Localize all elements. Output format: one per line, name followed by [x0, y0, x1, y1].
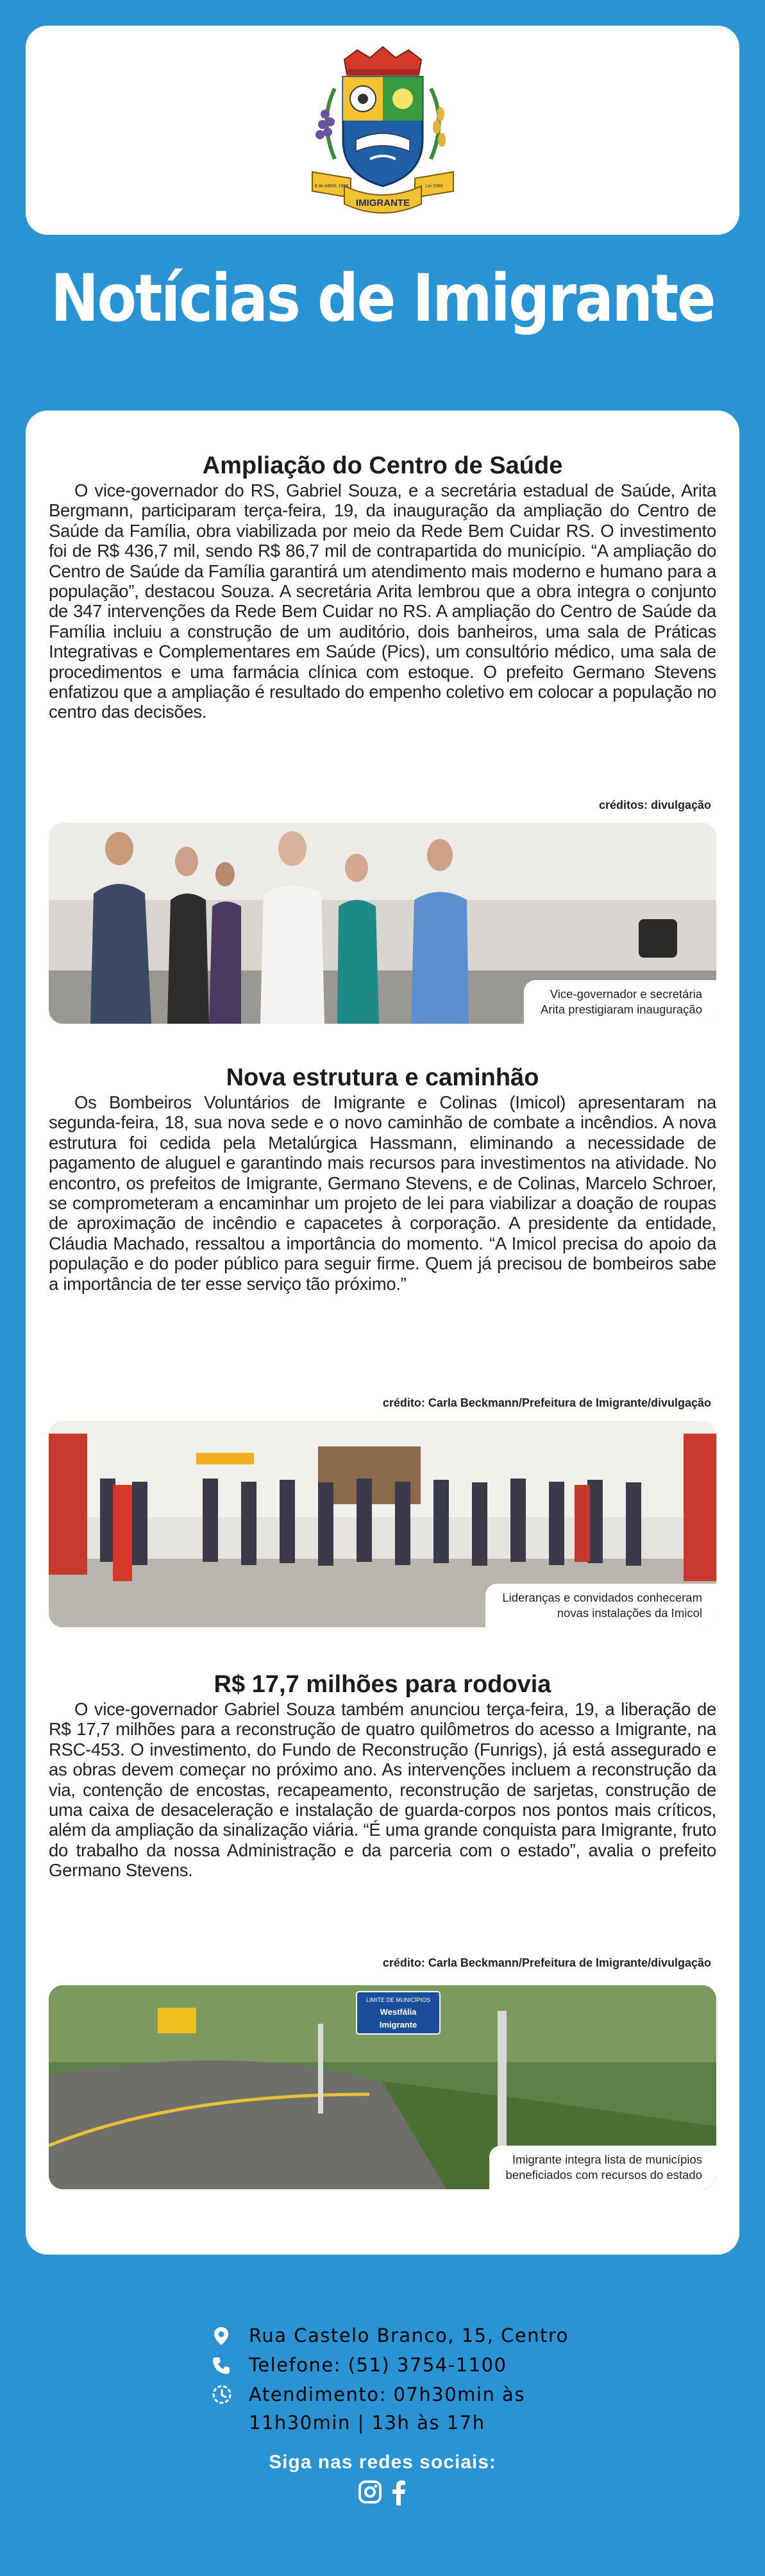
photo-credit: créditos: divulgação	[598, 799, 711, 811]
article-health-center	[49, 451, 716, 722]
footer-hours: Atendimento: 07h30min às	[249, 2384, 525, 2405]
photo-credit: crédito: Carla Beckmann/Prefeitura de Imigrante/divulgação	[382, 1956, 711, 1969]
city-coat-of-arms-logo	[299, 44, 466, 217]
article-road-investment	[49, 1670, 716, 1881]
caption-line: Lideranças e convidados conheceram	[502, 1591, 702, 1604]
facebook-icon[interactable]	[391, 2480, 407, 2505]
footer-address: Rua Castelo Branco, 15, Centro	[249, 2325, 569, 2346]
article-body: Os Bombeiros Voluntários de Imigrante e Colinas (Imicol) apresentaram na segunda-feira, 18, sua nova sede e o novo caminhão de combate a incêndios. A nova estrutura foi cedida pela Metalúrgica Hassmann, eliminando a necessidade de pagamento de aluguel e garantindo mais recursos para investimentos na atividade. No encontro, os prefeitos de Imigrante, Germano Stevens, e de Colinas, Marcelo Schroer, se comprometeram a encaminhar um projeto de lei para viabilizar a doação de roupas de aproximação de incêndio e capacetes à corporação. A presidente da entidade, Cláudia Machado, ressaltou a importância do momento. “A Imicol precisa do apoio da população e do poder público para seguir firme. Quem já precisou de bombeiros sabe a importância de ter esse serviço tão próximo.”	[49, 1092, 716, 1294]
instagram-icon[interactable]	[358, 2480, 382, 2504]
photo-caption	[485, 1584, 716, 1627]
article-title: R$ 17,7 milhões para rodovia	[214, 1671, 551, 1698]
article-fire-department	[49, 1063, 716, 1294]
logo-left-ribbon-text: 8 de ABRIL 1988	[314, 184, 348, 189]
road-sign-line: LIMITE DE MUNICÍPIOS	[366, 1997, 431, 2003]
caption-line: Arita prestigiaram inauguração	[541, 1003, 702, 1016]
footer-hours: 11h30min | 13h às 17h	[249, 2412, 485, 2434]
logo-card	[26, 26, 739, 235]
caption-line: Vice-governador e secretária	[550, 987, 702, 1001]
photo-caption	[489, 2146, 716, 2189]
logo-right-ribbon-text: Lei 1988	[425, 184, 442, 189]
photo-credit: crédito: Carla Beckmann/Prefeitura de Imigrante/divulgação	[382, 1396, 711, 1409]
photo-fire-station	[49, 1421, 716, 1627]
phone-icon	[212, 2356, 231, 2375]
article-title: Nova estrutura e caminhão	[226, 1064, 539, 1091]
article-title: Ampliação do Centro de Saúde	[202, 452, 563, 479]
footer-phone: Telefone: (51) 3754-1100	[249, 2354, 507, 2376]
photo-road	[49, 1985, 716, 2189]
news-card	[26, 411, 739, 2255]
article-body: O vice-governador Gabriel Souza também anunciou terça-feira, 19, a liberação de R$ 17,7 milhões para a reconstrução de quatro quilômetros do acesso a Imigrante, na RSC-453. O investimento, do Fundo de Reconstrução (Funrigs), já está assegurado e as obras devem começar no próximo ano. As intervenções incluem a reconstrução da via, contenção de encostas, recapeamento, reconstrução de sarjetas, construção de uma caixa de desaceleração e instalação de guarda-corpos nos pontos mais críticos, além da ampliação da sinalização viária. “É uma grande conquista para Imigrante, fruto do trabalho da nossa Administração e da parceria com o estado”, avalia o prefeito Germano Stevens.	[49, 1699, 716, 1881]
article-body: O vice-governador do RS, Gabriel Souza, e a secretária estadual de Saúde, Arita Bergmann, participaram terça-feira, 19, da inauguração da ampliação do Centro de Saúde da Família, obra viabilizada por meio da Rede Bem Cuidar RS. O investimento foi de R$ 436,7 mil, sendo R$ 86,7 mil de contrapartida do município. “A ampliação do Centro de Saúde da Família garantirá um atendimento mais moderno e humano para a população”, destacou Souza. A secretária Arita lembrou que a obra integra o conjunto de 347 intervenções da Rede Bem Cuidar no RS. A ampliação do Centro de Saúde da Família incluiu a construção de um auditório, dois banheiros, uma sala de Práticas Integrativas e Complementares em Saúde (Pics), um consultório médico, uma sala de procedimentos e uma farmácia clínica com estoque. O prefeito Germano Stevens enfatizou que a ampliação é resultado do empenho coletivo em colocar a população no centro das decisões.	[49, 480, 716, 722]
photo-caption	[524, 980, 716, 1024]
road-sign-line: Imigrante	[379, 2020, 417, 2029]
social-title: Siga nas redes sociais:	[269, 2452, 496, 2473]
social-icons	[358, 2480, 407, 2505]
clock-icon	[212, 2384, 232, 2405]
caption-line: novas instalações da Imicol	[557, 1606, 702, 1620]
photo-health-center	[49, 823, 716, 1024]
location-pin-icon	[213, 2326, 230, 2346]
caption-line: beneficiados com recursos do estado	[505, 2168, 702, 2182]
road-sign-line: Westfália	[380, 2007, 417, 2017]
page-title: Notícias de Imigrante	[50, 260, 715, 337]
logo-banner-text: IMIGRANTE	[355, 198, 410, 208]
caption-line: Imigrante integra lista de municípios	[512, 2153, 702, 2166]
